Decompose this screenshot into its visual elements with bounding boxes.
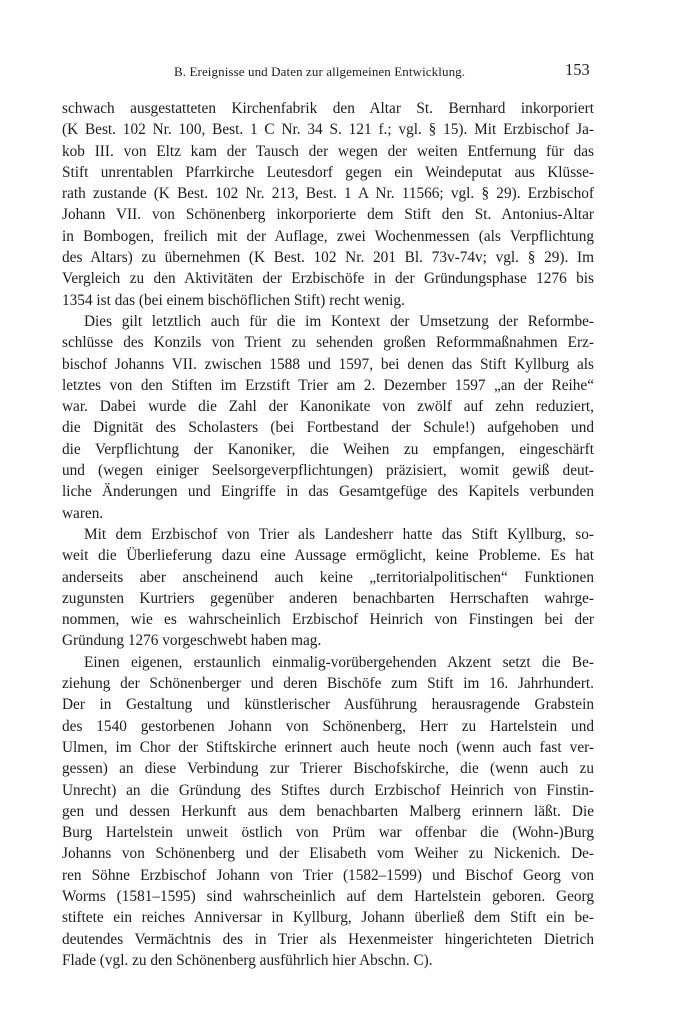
text-line: nommen, wie es wahrscheinlich Erzbischof Heinrich von Finstingen bei der: [62, 611, 594, 629]
text-line: gen und dessen Herkunft aus dem benachbarten Malberg erinnern läßt. Die: [62, 802, 594, 820]
text-line: Dies gilt letztlich auch für die im Kontext der Umsetzung der Reformbe-: [84, 312, 594, 330]
text-line: des Altars) zu übernehmen (K Best. 102 Nr. 201 Bl. 73v-74v; vgl. § 29). Im: [62, 249, 594, 267]
text-line: anderseits aber anscheinend auch keine „territorialpolitischen“ Funktionen: [62, 568, 594, 586]
text-line: Vergleich zu den Aktivitäten der Erzbischöfe in der Gründungsphase 1276 bis: [62, 270, 594, 288]
text-line: weit die Überlieferung dazu eine Aussage ermöglicht, keine Probleme. Es hat: [62, 547, 594, 565]
body-text: [62, 98, 594, 971]
text-line: in Bombogen, freilich mit der Auflage, zwei Wochenmessen (als Verpflichtung: [62, 227, 594, 245]
paragraph: [62, 311, 594, 524]
text-line: stiftete ein reiches Anniversar in Kyllburg, Johann überließ dem Stift ein be-: [62, 909, 594, 927]
text-line: Ulmen, im Chor der Stiftskirche erinnert auch heute noch (wenn auch fast ver-: [62, 738, 594, 756]
text-line: kob III. von Eltz kam der Tausch der wegen der weiten Entfernung für das: [62, 142, 594, 160]
text-line: ren Söhne Erzbischof Johann von Trier (1582–1599) und Bischof Georg von: [62, 866, 594, 884]
text-line: 1354 ist das (bei einem bischöflichen Stift) recht wenig.: [62, 291, 405, 309]
text-line: (K Best. 102 Nr. 100, Best. 1 C Nr. 34 S. 121 f.; vgl. § 15). Mit Erzbischof Ja-: [62, 121, 594, 139]
text-line: Johanns von Schönenberg und der Elisabeth vom Weiher zu Nickenich. De-: [62, 845, 594, 863]
text-line: letztes von den Stiften im Erzstift Trier am 2. Dezember 1597 „an der Reihe“: [62, 376, 594, 394]
text-line: Stift unrentablen Pfarrkirche Leutesdorf gegen ein Weindeputat aus Klüsse-: [62, 163, 594, 181]
text-line: schlüsse des Konzils von Trient zu sehenden großen Reformmaßnahmen Erz-: [62, 334, 594, 352]
text-line: Flade (vgl. zu den Schönenberg ausführlich hier Abschn. C).: [62, 951, 433, 969]
text-line: des 1540 gestorbenen Johann von Schönenberg, Herr zu Hartelstein und: [62, 717, 594, 735]
text-line: Gründung 1276 vorgeschwebt haben mag.: [62, 632, 322, 650]
text-line: deutendes Vermächtnis des in Trier als Hexenmeister hingerichteten Dietrich: [62, 930, 594, 948]
text-line: Johann VII. von Schönenberg inkorporierte dem Stift den St. Antonius-Altar: [62, 206, 594, 224]
text-line: Mit dem Erzbischof von Trier als Landesherr hatte das Stift Kyllburg, so-: [84, 525, 594, 543]
text-line: Einen eigenen, erstaunlich einmalig-vorübergehenden Akzent setzt die Be-: [84, 653, 594, 671]
paragraph: [62, 652, 594, 971]
text-line: Burg Hartelstein unweit östlich von Prüm war offenbar die (Wohn-)Burg: [62, 824, 594, 842]
text-line: rath zustande (K Best. 102 Nr. 213, Best. 1 A Nr. 11566; vgl. § 29). Erzbischof: [62, 185, 594, 203]
paragraph: [62, 524, 594, 652]
text-line: schwach ausgestatteten Kirchenfabrik den Altar St. Bernhard inkorporiert: [62, 100, 594, 117]
text-line: waren.: [62, 504, 104, 522]
text-line: die Verpflichtung der Kanoniker, die Weihen zu empfangen, eingeschärft: [62, 440, 594, 458]
text-line: gessen) an diese Verbindung zur Trierer Bischofskirche, die (wenn auch zu: [62, 760, 594, 778]
page-number: 153: [565, 60, 590, 79]
text-line: Unrecht) an die Gründung des Stiftes durch Erzbischof Heinrich von Finstin-: [62, 781, 594, 799]
text-line: zugunsten Kurtriers gegenüber anderen benachbarten Herrschaften wahrge-: [62, 589, 594, 607]
text-line: bischof Johanns VII. zwischen 1588 und 1597, bei denen das Stift Kyllburg als: [62, 355, 594, 373]
running-head: B. Ereignisse und Daten zur allgemeinen Entwicklung.: [174, 64, 466, 79]
text-line: Der in Gestaltung und künstlerischer Ausführung herausragende Grabstein: [62, 696, 594, 714]
text-line: liche Änderungen und Eingriffe in das Gesamtgefüge des Kapitels verbunden: [62, 483, 594, 501]
text-line: die Dignität des Scholasters (bei Fortbestand der Schule!) aufgehoben und: [62, 419, 594, 437]
paragraph: [62, 98, 594, 311]
text-line: war. Dabei wurde die Zahl der Kanonikate von zwölf auf zehn reduziert,: [62, 398, 594, 416]
text-line: und (wegen einiger Seelsorgeverpflichtungen) präzisiert, womit gewiß deut-: [62, 462, 594, 480]
text-line: ziehung der Schönenberger und deren Bischöfe zum Stift im 16. Jahrhundert.: [62, 675, 594, 693]
text-line: Worms (1581–1595) sind wahrscheinlich auf dem Hartelstein geboren. Georg: [62, 887, 594, 905]
